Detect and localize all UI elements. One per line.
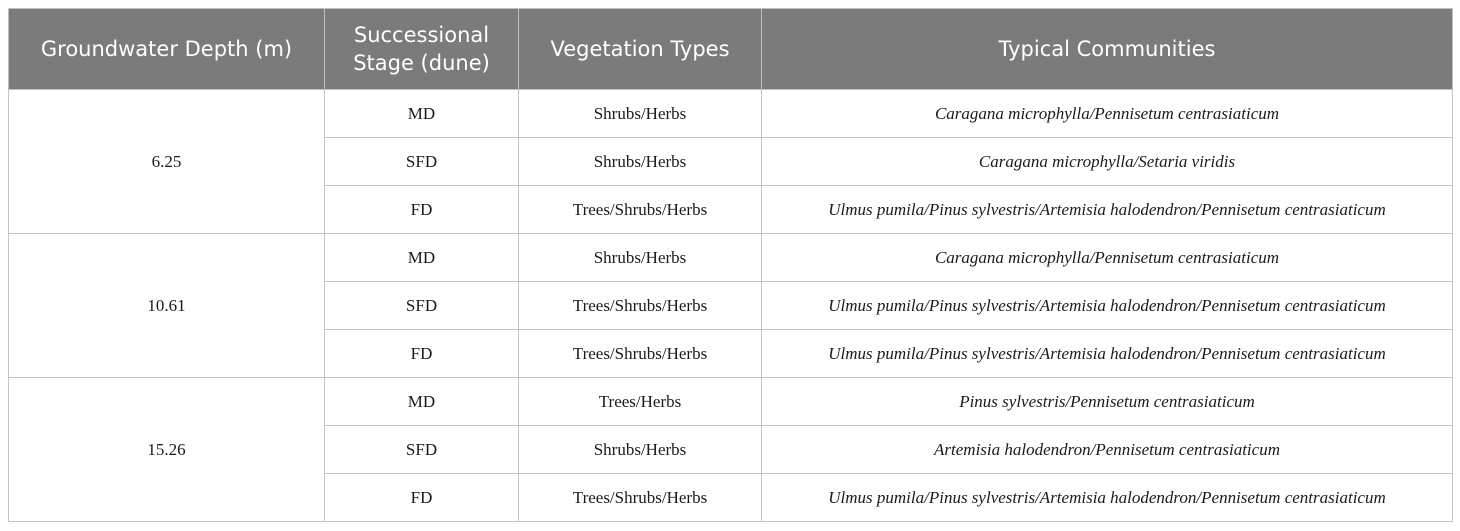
community-cell: Artemisia halodendron/Pennisetum centrasiaticum [762,426,1453,474]
community-cell: Caragana microphylla/Setaria viridis [762,138,1453,186]
header-groundwater-depth: Groundwater Depth (m) [9,9,325,90]
stage-cell: SFD [325,426,519,474]
table-row [9,234,1453,282]
stage-cell: SFD [325,282,519,330]
vegetation-cell: Trees/Shrubs/Herbs [519,282,762,330]
stage-cell: SFD [325,138,519,186]
vegetation-table [8,8,1453,522]
table-row [9,378,1453,426]
community-cell: Ulmus pumila/Pinus sylvestris/Artemisia halodendron/Pennisetum centrasiaticum [762,186,1453,234]
community-cell: Ulmus pumila/Pinus sylvestris/Artemisia halodendron/Pennisetum centrasiaticum [762,474,1453,522]
vegetation-cell: Shrubs/Herbs [519,234,762,282]
header-stage-line2: Stage (dune) [353,51,490,75]
vegetation-cell: Trees/Shrubs/Herbs [519,186,762,234]
vegetation-cell: Shrubs/Herbs [519,138,762,186]
community-cell: Ulmus pumila/Pinus sylvestris/Artemisia halodendron/Pennisetum centrasiaticum [762,330,1453,378]
stage-cell: FD [325,330,519,378]
table-row [9,90,1453,138]
community-cell: Pinus sylvestris/Pennisetum centrasiaticum [762,378,1453,426]
vegetation-cell: Trees/Shrubs/Herbs [519,330,762,378]
header-row [9,9,1453,90]
stage-cell: FD [325,186,519,234]
community-cell: Ulmus pumila/Pinus sylvestris/Artemisia halodendron/Pennisetum centrasiaticum [762,282,1453,330]
vegetation-cell: Shrubs/Herbs [519,90,762,138]
header-successional-stage [325,9,519,90]
depth-cell: 10.61 [9,234,325,378]
stage-cell: MD [325,378,519,426]
table-body [9,90,1453,522]
vegetation-cell: Trees/Herbs [519,378,762,426]
header-typical-communities: Typical Communities [762,9,1453,90]
header-vegetation-types: Vegetation Types [519,9,762,90]
depth-cell: 6.25 [9,90,325,234]
header-stage-line1: Successional [353,23,490,47]
stage-cell: MD [325,90,519,138]
vegetation-cell: Shrubs/Herbs [519,426,762,474]
community-cell: Caragana microphylla/Pennisetum centrasiaticum [762,90,1453,138]
depth-cell: 15.26 [9,378,325,522]
stage-cell: FD [325,474,519,522]
stage-cell: MD [325,234,519,282]
table-header [9,9,1453,90]
community-cell: Caragana microphylla/Pennisetum centrasiaticum [762,234,1453,282]
data-table-container [8,8,1452,522]
vegetation-cell: Trees/Shrubs/Herbs [519,474,762,522]
